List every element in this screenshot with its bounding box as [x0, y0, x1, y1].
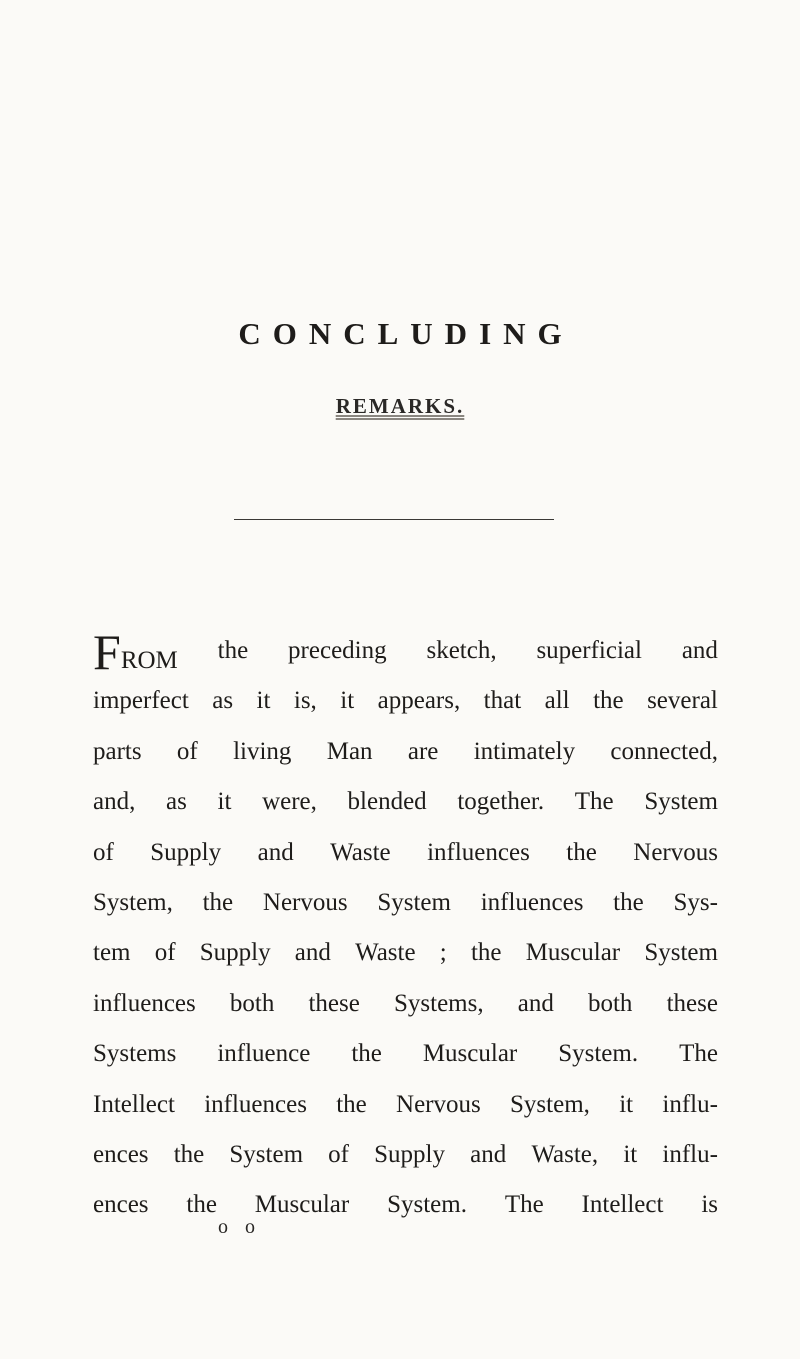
word: Intellect	[93, 1090, 175, 1118]
word: Muscular	[422, 1040, 518, 1068]
word: Systems	[93, 1040, 177, 1068]
word: together.	[457, 788, 545, 816]
word: System,	[510, 1090, 590, 1118]
word: System	[644, 939, 718, 967]
word: The	[504, 1191, 544, 1219]
word: Nervous	[633, 838, 718, 866]
text-line	[93, 1180, 718, 1230]
word: the	[613, 888, 644, 916]
word: both	[587, 989, 633, 1017]
word: several	[647, 687, 718, 715]
word: parts	[93, 737, 142, 765]
word: ences	[93, 1140, 149, 1168]
word: were,	[262, 788, 317, 816]
text-line	[93, 878, 718, 928]
word: connected,	[610, 737, 718, 765]
word: of	[93, 838, 114, 866]
word: System	[377, 888, 451, 916]
word: Sys-	[673, 888, 718, 916]
text-line	[93, 1029, 718, 1079]
word: it	[256, 687, 271, 715]
word: System	[644, 788, 718, 816]
word: and	[517, 989, 554, 1017]
word: is,	[293, 687, 317, 715]
word: the	[593, 687, 624, 715]
word: the	[566, 838, 597, 866]
word: it	[619, 1090, 634, 1118]
text-line	[93, 1080, 718, 1130]
text-line	[93, 979, 718, 1029]
word: of	[328, 1140, 349, 1168]
word: influences	[427, 838, 530, 866]
word: Waste,	[531, 1140, 599, 1168]
word: Nervous	[396, 1090, 481, 1118]
word: these	[308, 989, 360, 1017]
word: System	[229, 1140, 304, 1168]
word: of	[154, 939, 176, 967]
word: System.	[558, 1040, 639, 1068]
word: the	[217, 637, 249, 664]
word: and	[294, 939, 331, 967]
word: and	[681, 637, 718, 664]
word: preceding	[288, 637, 387, 664]
divider-rule	[234, 519, 554, 520]
word: the	[470, 939, 502, 967]
word: these	[666, 989, 718, 1017]
word: ;	[439, 939, 447, 967]
word: Man	[326, 737, 373, 765]
word: Supply	[150, 838, 222, 866]
word: appears,	[377, 687, 461, 715]
word: is	[701, 1191, 718, 1219]
word: System,	[93, 888, 173, 916]
word: of	[176, 737, 198, 765]
word: Systems,	[393, 989, 484, 1017]
body-paragraph	[93, 626, 718, 1231]
word: Waste	[355, 939, 416, 967]
word: influ-	[662, 1090, 718, 1118]
word: and,	[93, 788, 136, 816]
chapter-heading: CONCLUDING	[238, 316, 574, 351]
word: Intellect	[581, 1191, 664, 1219]
text-line	[93, 928, 718, 978]
word: are	[407, 737, 439, 765]
word: the	[202, 888, 234, 916]
word: ences	[93, 1191, 149, 1219]
word: living	[233, 737, 292, 765]
word: Waste	[330, 838, 391, 866]
word: The	[574, 788, 614, 816]
word: ROM	[120, 647, 178, 674]
word: it	[217, 788, 232, 816]
word: the	[351, 1040, 382, 1068]
chapter-subheading: REMARKS.	[335, 394, 465, 418]
word: intimately	[473, 737, 576, 765]
drop-cap: F	[93, 624, 121, 680]
word: Supply	[374, 1140, 446, 1168]
word: superficial	[536, 637, 642, 664]
word: influences	[480, 888, 584, 916]
text-line	[93, 676, 718, 726]
word: influ-	[662, 1140, 718, 1168]
word: influences	[93, 989, 196, 1017]
word: Supply	[199, 939, 271, 967]
word: as	[212, 687, 234, 715]
word: The	[679, 1040, 718, 1068]
word: tem	[93, 939, 131, 967]
word: the	[186, 1191, 217, 1219]
word: Nervous	[262, 888, 348, 916]
text-line	[93, 828, 718, 878]
word: all	[544, 687, 570, 715]
word: it	[340, 687, 355, 715]
word: imperfect	[93, 687, 189, 715]
word: sketch,	[426, 637, 497, 664]
word: the	[173, 1140, 205, 1168]
text-line	[93, 777, 718, 827]
word: Muscular	[254, 1191, 350, 1219]
text-line	[93, 624, 718, 680]
word: it	[623, 1140, 638, 1168]
word: that	[483, 687, 522, 715]
text-line	[93, 1130, 718, 1180]
first-word	[93, 624, 178, 680]
word: blended	[347, 788, 427, 816]
word: as	[166, 788, 187, 816]
text-line	[93, 727, 718, 777]
word: influences	[204, 1090, 307, 1118]
word: and	[257, 838, 294, 866]
word: influence	[217, 1040, 311, 1068]
word: System.	[387, 1191, 467, 1219]
word: and	[470, 1140, 507, 1168]
signature-mark: o o	[218, 1216, 261, 1238]
word: both	[229, 989, 275, 1017]
word: Muscular	[525, 939, 621, 967]
word: the	[336, 1090, 367, 1118]
